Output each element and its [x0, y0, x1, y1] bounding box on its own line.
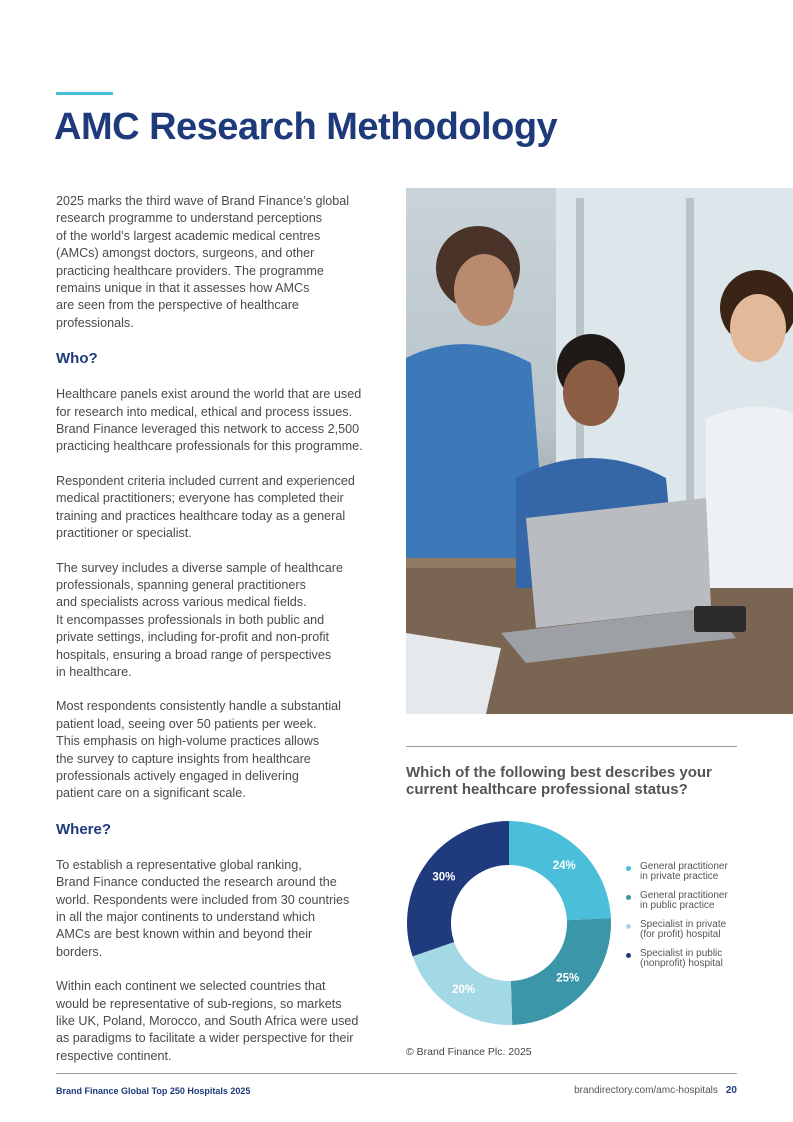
donut-chart — [404, 818, 614, 1028]
legend-label: General practitioner in public practice — [640, 890, 728, 911]
legend-dot-icon — [626, 895, 631, 900]
photo-illustration — [406, 188, 793, 714]
legend-dot-icon — [626, 924, 631, 929]
who-paragraph-3: The survey includes a diverse sample of healthcare professionals, spanning general practitioners and specialists across various medical fields. It encompasses professionals in both public and private settings, including for-profit and non-profit hospitals, ensuring a broad range of perspectives in healthcare. — [56, 560, 344, 679]
donut-slice-label: 30% — [432, 871, 456, 884]
chart-divider — [406, 746, 737, 747]
legend-label: Specialist in private (for profit) hospital — [640, 919, 727, 940]
legend-dot-icon — [626, 866, 631, 871]
footer-url-link[interactable]: brandirectory.com/amc-hospitals — [574, 1085, 718, 1096]
footer-right — [540, 1085, 737, 1096]
page-number: 20 — [725, 1085, 737, 1096]
who-paragraph-1: Healthcare panels exist around the world that are used for research into medical, ethical and process issues. Brand Finance leveraged this network to access 2,500 practicing healthcare professionals for this programme. — [56, 387, 363, 454]
where-paragraph-1: To establish a representative global ranking, Brand Finance conducted the research around the world. Respondents were included from 30 countries in all the major continents to understand which AMCs are best known within and beyond their borders. — [56, 857, 350, 959]
legend-dot-icon — [626, 953, 631, 958]
footer-divider — [56, 1073, 737, 1074]
where-paragraph-2: Within each continent we selected countries that would be representative of sub-regions, so markets like UK, Poland, Morocco, and South Africa were used as paradigms to facilitate a wider perspective for their respective continent. — [56, 979, 359, 1063]
who-paragraph-4: Most respondents consistently handle a substantial patient load, seeing over 50 patients per week. This emphasis on high-volume practices allows the survey to capture insights from healthcare professionals actively engaged in delivering patient care on a significant scale. — [56, 699, 341, 801]
legend-item — [626, 920, 756, 940]
legend-label: Specialist in public (nonprofit) hospital — [640, 948, 723, 969]
copyright-notice: © Brand Finance Plc. 2025 — [406, 1046, 532, 1058]
chart-title: Which of the following best describes your current healthcare professional status? — [406, 764, 712, 798]
legend-item — [626, 862, 756, 882]
donut-slice-label: 24% — [552, 860, 576, 873]
page-title: AMC Research Methodology — [54, 106, 558, 148]
legend-label: General practitioner in private practice — [640, 861, 728, 882]
legend-item — [626, 949, 756, 969]
who-paragraph-2: Respondent criteria included current and experienced medical practitioners; everyone has completed their training and practices healthcare today as a general practitioner or specialist. — [56, 473, 355, 541]
who-heading: Who? — [56, 350, 98, 368]
donut-slice — [407, 821, 509, 956]
footer-publication-title: Brand Finance Global Top 250 Hospitals 2025 — [56, 1086, 251, 1096]
body-column — [56, 193, 392, 1082]
where-heading: Where? — [56, 820, 112, 838]
title-accent-line — [56, 92, 113, 95]
healthcare-professionals-photo — [406, 188, 793, 714]
donut-slice-label: 25% — [556, 972, 580, 985]
legend-item — [626, 891, 756, 911]
chart-legend — [626, 862, 756, 978]
donut-slice-label: 20% — [452, 983, 476, 996]
intro-paragraph: 2025 marks the third wave of Brand Finance’s global research programme to understand perceptions of the world’s largest academic medical centres (AMCs) amongst doctors, surgeons, and other practicing healthcare providers. The programme remains unique in that it assesses how AMCs are seen from the perspective of healthcare professionals. — [56, 194, 350, 330]
